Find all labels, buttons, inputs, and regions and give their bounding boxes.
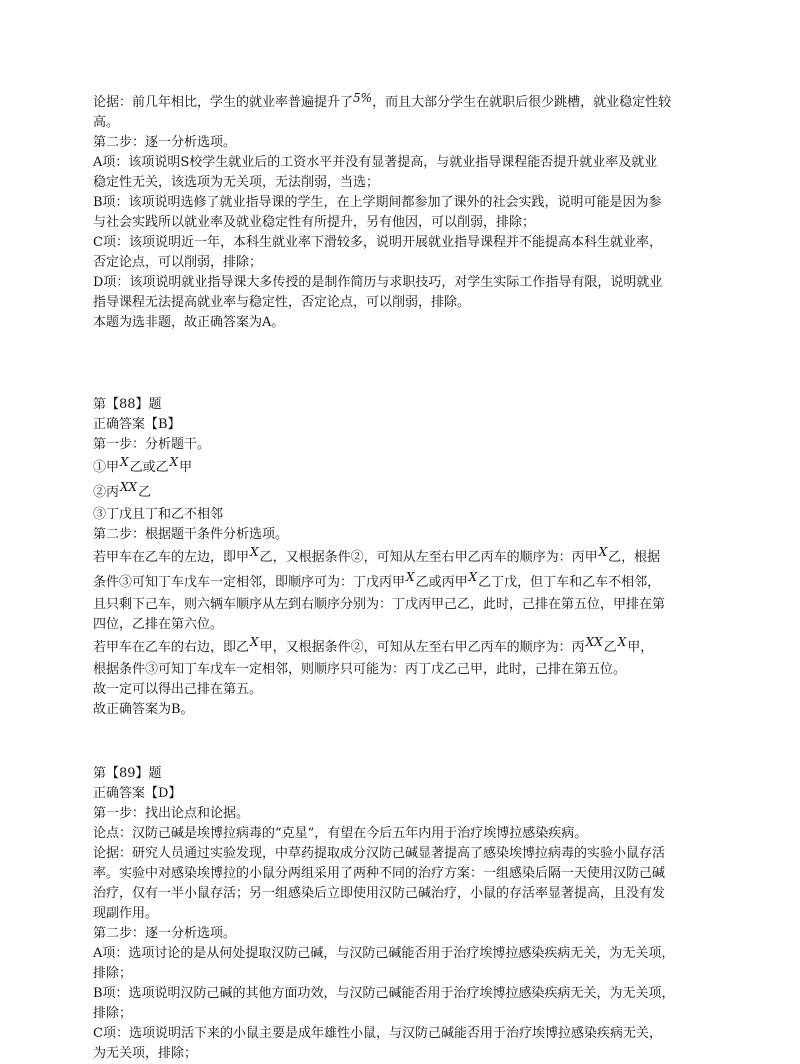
text-line: 排除； bbox=[93, 1006, 133, 1021]
text: 若甲车在乙车的左边，即甲 bbox=[93, 550, 250, 565]
order-symbol: X bbox=[406, 570, 415, 584]
step-heading: 第二步：根据题干条件分析选项。 bbox=[93, 527, 289, 542]
option-a-line: A项：选项讨论的是从何处提取汉防己碱，与汉防己碱能否用于治疗埃博拉感染疾病无关，为无关项， bbox=[93, 946, 675, 961]
order-symbol: XX bbox=[585, 635, 603, 649]
option-b-line: B项：选项说明汉防己碱的其他方面功效，与汉防己碱能否用于治疗埃博拉感染疾病无关，为无关项， bbox=[93, 986, 675, 1001]
text-line: 排除； bbox=[93, 966, 133, 981]
text: 乙，又根据条件②，可知从左至右甲乙丙车的顺序为：丙甲 bbox=[259, 550, 598, 565]
condition-2 bbox=[93, 480, 713, 505]
text-line: 且只剩下己车，则六辆车顺序从左到右顺序分别为：丁戊丙甲己乙，此时，己排在第五位，甲排在第 bbox=[93, 597, 666, 612]
step-heading: 第一步：找出论点和论据。 bbox=[93, 806, 250, 821]
text: 条件③可知丁车戊车一定相邻，即顺序可为：丁戊丙甲 bbox=[93, 575, 406, 590]
evidence-line: 论据：研究人员通过实验发现，中草药提取成分汉防己碱显著提高了感染埃博拉病毒的实验小鼠存活 bbox=[93, 846, 666, 861]
text: 论据：前几年相比，学生的就业率普遍提升了 bbox=[93, 95, 354, 110]
case-left-line bbox=[93, 570, 713, 595]
case-right-line bbox=[93, 635, 713, 660]
q89-section bbox=[93, 764, 713, 1064]
correct-answer: 正确答案【B】 bbox=[93, 417, 181, 432]
text-line: 治疗，仅有一半小鼠存活；另一组感染后立即使用汉防己碱治疗，小鼠的存活率显著提高，且没有发 bbox=[93, 886, 666, 901]
option-c-line: C项：选项说明活下来的小鼠主要是成年雄性小鼠，与汉防己碱能否用于治疗埃博拉感染疾病无关， bbox=[93, 1026, 662, 1041]
text: 若甲车在乙车的右边，即乙 bbox=[93, 640, 250, 655]
text: 甲， bbox=[627, 640, 654, 655]
text-line: 故一定可以得出己排在第五。 bbox=[93, 682, 263, 697]
condition-3: ③丁戊且丁和乙不相邻 bbox=[93, 507, 224, 522]
thesis-line: 论点：汉防己碱是埃博拉病毒的“克星”，有望在今后五年内用于治疗埃博拉感染疾病。 bbox=[93, 826, 588, 841]
text: 乙或乙 bbox=[129, 460, 169, 475]
case-left-line bbox=[93, 545, 713, 570]
option-a-line: A项：该项说明S校学生就业后的工资水平并没有显著提高，与就业指导课程能否提升就业率及就业 bbox=[93, 155, 658, 170]
percent-value: 5% bbox=[353, 91, 373, 105]
correct-answer: 正确答案【D】 bbox=[93, 786, 182, 801]
step-heading: 第二步：逐一分析选项。 bbox=[93, 135, 237, 150]
q87-analysis bbox=[93, 92, 713, 333]
text-line: 四位，乙排在第六位。 bbox=[93, 617, 224, 632]
text-line: 为无关项，排除； bbox=[93, 1046, 198, 1061]
document-page bbox=[93, 92, 713, 1064]
option-d-line: D项：该项说明就业指导课大多传授的是制作简历与求职技巧，对学生实际工作指导有限，说明就业 bbox=[93, 275, 663, 290]
text-line: 率。实验中对感染埃博拉的小鼠分两组采用了两种不同的治疗方案：一组感染后隔一天使用汉防己碱 bbox=[93, 866, 666, 881]
text: 乙，根据 bbox=[608, 550, 661, 565]
condition-1 bbox=[93, 455, 713, 480]
text-line: 否定论点，可以削弱，排除； bbox=[93, 255, 263, 270]
conclusion-line: 故正确答案为B。 bbox=[93, 702, 194, 717]
text: 乙丁戊，但丁车和乙车不相邻， bbox=[478, 575, 661, 590]
order-symbol: X bbox=[250, 545, 259, 559]
text-line: 指导课程无法提高就业率与稳定性，否定论点，可以削弱，排除。 bbox=[93, 295, 471, 310]
text-line: 稳定性无关，该选项为无关项，无法削弱，当选； bbox=[93, 175, 380, 190]
text-line: 高。 bbox=[93, 115, 120, 130]
question-title: 第【89】题 bbox=[93, 766, 162, 781]
text: 乙或丙甲 bbox=[415, 575, 468, 590]
step-heading: 第一步：分析题干。 bbox=[93, 437, 211, 452]
text: 甲，又根据条件②，可知从左至右甲乙丙车的顺序为：丙 bbox=[259, 640, 585, 655]
text: ①甲 bbox=[93, 460, 120, 475]
order-symbol: X bbox=[598, 545, 608, 559]
text-line: 现副作用。 bbox=[93, 906, 159, 921]
order-symbol: X bbox=[468, 570, 478, 584]
text-line: 与社会实践所以就业率及就业稳定性有所提升，另有他因，可以削弱，排除； bbox=[93, 215, 536, 230]
order-symbol: X bbox=[120, 455, 129, 469]
order-symbol: X bbox=[169, 455, 179, 469]
text: 乙 bbox=[603, 640, 617, 655]
q87-argument-line bbox=[93, 92, 713, 113]
text: 甲 bbox=[179, 460, 193, 475]
order-symbol: X bbox=[617, 635, 627, 649]
conclusion-line: 本题为选非题，故正确答案为A。 bbox=[93, 315, 285, 330]
text: 乙 bbox=[138, 485, 152, 500]
order-symbol: X bbox=[250, 635, 259, 649]
q88-section bbox=[93, 395, 713, 720]
text-line: 根据条件③可知丁车戊车一定相邻，则顺序只可能为：丙丁戊乙己甲，此时，己排在第五位。 bbox=[93, 662, 627, 677]
order-symbol: XX bbox=[120, 480, 138, 494]
step-heading: 第二步：逐一分析选项。 bbox=[93, 926, 237, 941]
option-b-line: B项：该项说明选修了就业指导课的学生，在上学期间都参加了课外的社会实践，说明可能是因为参 bbox=[93, 195, 662, 210]
text: ，而且大部分学生在就职后很少跳槽，就业稳定性较 bbox=[372, 95, 672, 110]
text: ②丙 bbox=[93, 485, 120, 500]
question-title: 第【88】题 bbox=[93, 397, 162, 412]
option-c-line: C项：该项说明近一年，本科生就业率下滑较多，说明开展就业指导课程并不能提高本科生就业率， bbox=[93, 235, 662, 250]
